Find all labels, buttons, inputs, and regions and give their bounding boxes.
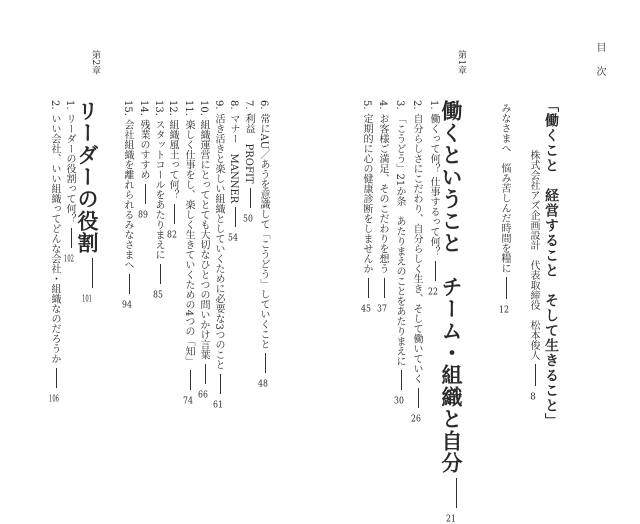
leader-line [506,277,507,299]
chapter2-heading[interactable] [77,100,98,304]
leader-line [220,374,221,394]
leader-line [145,184,146,204]
entry-number: 7. [243,100,254,110]
entry-title: 楽しく仕事をし、楽しく生きていくための4つの「知」 [183,119,194,367]
toc-entry[interactable] [258,100,268,389]
leader-line [56,368,57,388]
entry-title: 組織風土って何？ [167,119,178,200]
page-number: 12 [499,306,509,315]
chapter2-label: 第2章 [90,50,100,76]
toc-entry[interactable] [167,100,177,240]
page-number: 50 [243,214,253,224]
entry-title: 活き活きと楽しい組織としていくために必要な3つのこと [213,113,224,370]
entry-title: スタットコールをあたりまえに [153,119,164,260]
page-number: 21 [446,515,456,524]
leader-line [435,261,436,281]
toc-entry[interactable] [428,100,438,297]
entry-title: 自分らしさにこだわり、自分らしく生き、そして働いていく [411,113,422,384]
leader-line [160,264,161,284]
entry-number: 11. [183,100,194,116]
entry-title: お客様ご満足、そのこだわりを想う [377,113,388,274]
entry-number: 8. [228,100,239,110]
page-number: 8 [530,393,536,402]
toc-entry[interactable] [153,100,163,300]
leader-line [174,204,175,224]
chapter-title: 働くということ チーム・組織と自分 [439,100,464,474]
leader-line [418,388,419,408]
entry-title: 利益 PROFIT [243,113,254,184]
entry-title: 組織運営にとってとても大切なひとつの問いかけ言葉 [198,119,209,360]
page-number: 89 [138,210,148,220]
page-number: 66 [198,390,208,400]
toc-entry[interactable] [122,100,132,310]
entry-number: 6. [258,100,269,110]
page-number: 102 [64,254,74,264]
entry-number: 5. [361,100,372,110]
page-number: 94 [122,300,132,310]
page-number: 106 [49,394,59,404]
page-number: 26 [411,414,421,424]
page-number: 82 [167,230,177,240]
toc-entry[interactable] [138,100,148,220]
entry-title: 会社組織を離れられるみなさまへ [122,119,133,270]
toc-entry[interactable] [198,100,208,400]
entry-number: 2. [411,100,422,110]
entry-number: 3. [394,100,405,110]
entry-number: 9. [213,100,224,110]
toc-entry[interactable] [213,100,223,410]
entry-number: 15. [122,100,133,116]
entry-number: 1. [64,100,75,110]
entry-number: 14. [138,100,149,116]
toc-title-char: 目 [594,42,605,52]
page-number: 54 [228,234,238,244]
page-number: 37 [377,304,387,314]
page-number: 85 [153,290,163,300]
toc-entry[interactable] [64,100,74,264]
entry-number: 13. [153,100,164,116]
entry-title: いい会社、いい組織ってどんな会社・組織なのだろうか [49,113,60,364]
page-number: 30 [394,397,404,407]
chapter1-heading[interactable] [441,100,462,524]
preface-author-entry[interactable] [528,150,538,402]
leader-line [265,353,266,373]
entry-title: 株式会社アズ企画設計 代表取締役 松本俊人 [528,150,539,360]
leader-line [456,478,457,508]
leader-line [401,370,402,390]
leader-line [250,188,251,208]
leader-line [129,274,130,294]
toc-entry[interactable] [377,100,387,314]
toc-entry[interactable] [411,100,421,424]
leader-line [92,258,93,288]
leader-line [71,228,72,248]
entry-title: 「こうどう」21か条 あたりまえのことをあたりまえに [394,113,405,367]
leader-line [368,278,369,298]
entry-title: みなさまへ 悩み苦しんだ時間を糧に [499,103,510,273]
leader-line [205,364,206,384]
chapter-title: リーダーの役割 [75,100,100,254]
page-number: 101 [82,295,92,304]
toc-title-char: 次 [594,66,605,76]
chapter1-label: 第1章 [456,50,466,76]
entry-number: 10. [198,100,209,116]
page-number: 22 [428,287,438,297]
page-number: 48 [258,380,268,390]
entry-title: マナー MANNER [228,113,239,204]
leader-line [235,207,236,227]
entry-number: 1. [428,100,439,110]
entry-title: 残業のすすめ [138,119,149,180]
leader-line [384,278,385,298]
preface-title[interactable]: 「働くこと 経営すること そして生きること」 [543,98,559,428]
page-number: 74 [183,397,193,407]
toc-entry[interactable] [49,100,59,404]
toc-entry[interactable] [228,100,238,243]
toc-title [594,42,604,76]
entry-number: 2. [49,100,60,110]
page-number: 45 [361,304,371,314]
toc-entry[interactable] [243,100,253,224]
preface-greeting-entry[interactable] [499,103,509,315]
entry-number: 12. [167,100,178,116]
entry-title: 定期的に心の健康診断をしませんか [361,113,372,274]
leader-line [190,370,191,390]
leader-line [535,364,536,386]
page-number: 61 [213,400,223,410]
toc-entry[interactable] [361,100,371,314]
entry-title: 働くって何？ 仕事するって何？ [428,113,439,257]
toc-entry[interactable] [394,100,404,406]
entry-number: 4. [377,100,388,110]
toc-entry[interactable] [183,100,193,406]
entry-title: 常にAU／あうを意識して「こうどう」していくこと [258,113,269,350]
entry-title: リーダーの役割って何？ [64,113,75,224]
